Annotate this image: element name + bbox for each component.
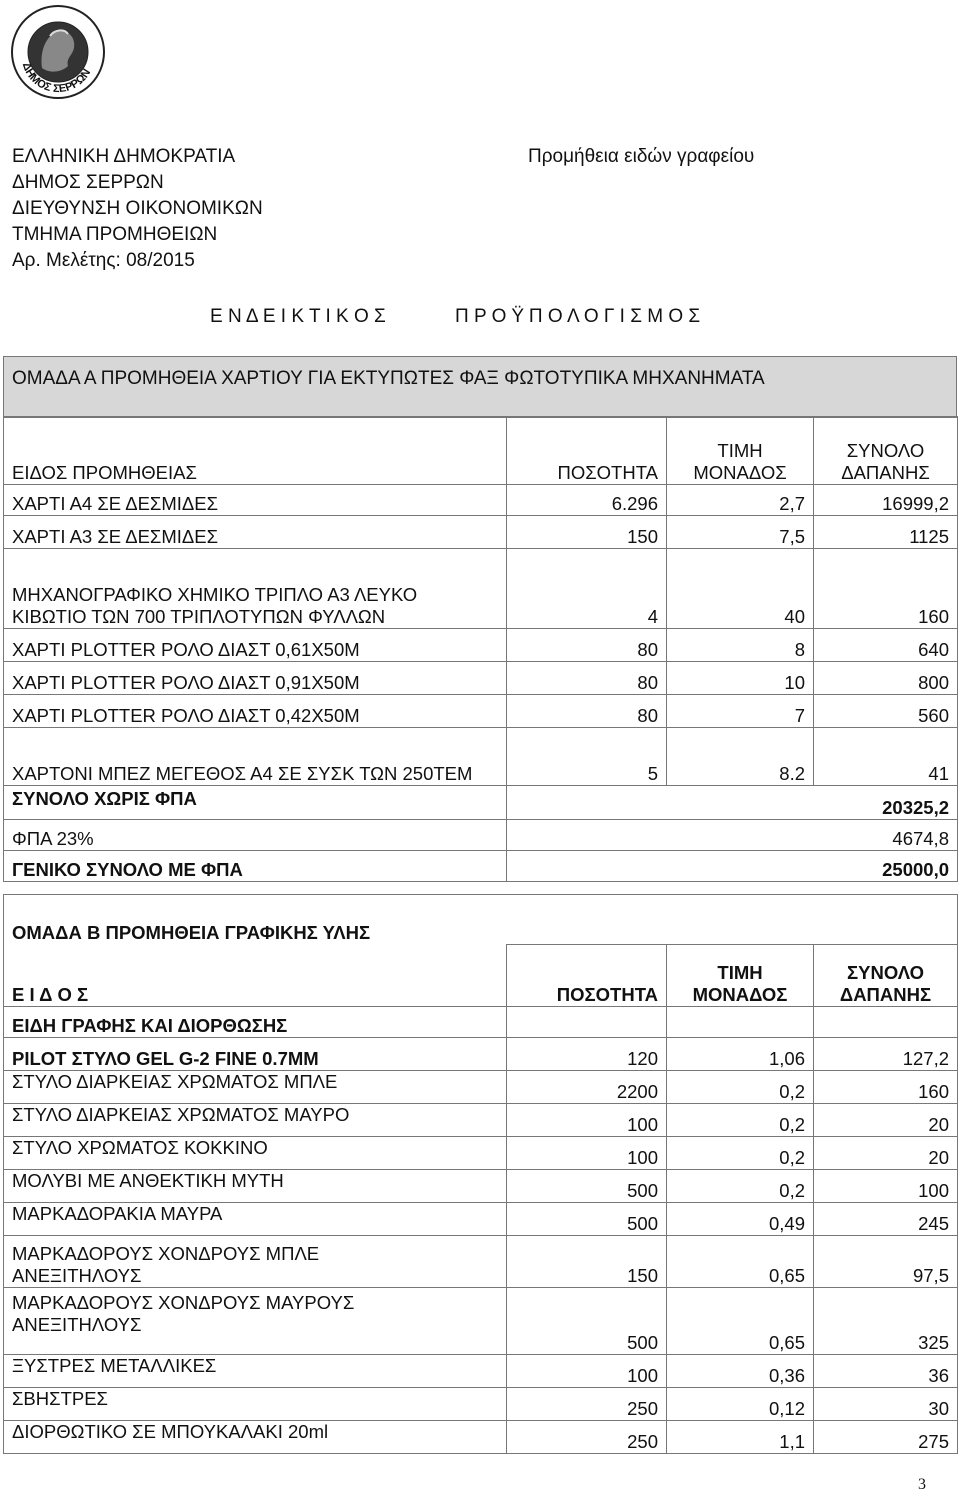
row-price: 0,36 (667, 1355, 814, 1388)
row-qty: 80 (507, 662, 667, 695)
table-row (4, 1236, 958, 1288)
row-item: ΧΑΡΤΙ Α3 ΣΕ ΔΕΣΜΙΔΕΣ (4, 516, 507, 549)
col-header-price: ΤΙΜΗ (717, 440, 763, 461)
row-price: 1,06 (667, 1038, 814, 1071)
col-header-total-2: ΔΑΠΑΝΗΣ (841, 462, 930, 483)
row-item: ΣΤΥΛΟ ΔΙΑΡΚΕΙΑΣ ΧΡΩΜΑΤΟΣ ΜΑΥΡΟ (4, 1104, 507, 1137)
row-total: 275 (814, 1421, 958, 1454)
col-header-total: ΣΥΝΟΛΟ (846, 440, 925, 461)
table-row (4, 1421, 958, 1454)
row-item: ΧΑΡΤΙ Α4 ΣΕ ΔΕΣΜΙΔΕΣ (4, 485, 507, 516)
row-total: 20 (814, 1137, 958, 1170)
row-qty: 80 (507, 695, 667, 728)
page-number: 3 (918, 1476, 926, 1493)
table-header-row (4, 417, 958, 485)
row-qty: 120 (507, 1038, 667, 1071)
row-item: ΔΙΟΡΘΩΤΙΚΟ ΣΕ ΜΠΟΥΚΑΛΑΚΙ 20ml (4, 1421, 507, 1454)
row-total: 245 (814, 1203, 958, 1236)
row-item: ΜΟΛΥΒΙ ΜΕ ΑΝΘΕΚΤΙΚΗ ΜΥΤΗ (4, 1170, 507, 1203)
row-total: 20 (814, 1104, 958, 1137)
title-right: Π Ρ Ο Ϋ Π Ο Λ Ο Γ Ι Σ Μ Ο Σ (455, 306, 701, 327)
col-header-price: ΤΙΜΗ (717, 962, 763, 983)
table-row (4, 1137, 958, 1170)
row-total: 100 (814, 1170, 958, 1203)
category-label: ΕΙΔΗ ΓΡΑΦΗΣ ΚΑΙ ΔΙΟΡΘΩΣΗΣ (4, 1007, 507, 1038)
row-item: ΧΑΡΤΟΝΙ ΜΠΕΖ ΜΕΓΕΘΟΣ Α4 ΣΕ ΣΥΣΚ ΤΩΝ 250ΤΕΜ (4, 728, 507, 786)
grand-total-row (4, 851, 958, 882)
vat-row (4, 820, 958, 851)
issuer-line: ΔΙΕΥΘΥΝΣΗ ΟΙΚΟΝΟΜΙΚΩΝ (12, 198, 263, 219)
row-qty: 150 (507, 516, 667, 549)
issuer-line: ΤΜΗΜΑ ΠΡΟΜΗΘΕΙΩΝ (12, 224, 218, 245)
row-qty: 80 (507, 629, 667, 662)
row-total: 640 (814, 629, 958, 662)
table-row (4, 1170, 958, 1203)
table-row (4, 1071, 958, 1104)
row-qty: 100 (507, 1355, 667, 1388)
row-total: 325 (814, 1288, 958, 1355)
row-price: 10 (667, 662, 814, 695)
row-qty: 6.296 (507, 485, 667, 516)
row-item: ΜΑΡΚΑΔΟΡΑΚΙΑ ΜΑΥΡΑ (4, 1203, 507, 1236)
subtotal-value: 20325,2 (507, 786, 958, 820)
col-header-total: ΣΥΝΟΛΟ (847, 962, 924, 983)
group-a-title: ΟΜΑΔΑ Α ΠΡΟΜΗΘΕΙΑ ΧΑΡΤΙΟΥ ΓΙΑ ΕΚΤΥΠΩΤΕΣ ΦΑΞ ΦΩΤΟΤΥΠΙΚΑ ΜΗΧΑΝΗΜΑΤΑ (12, 368, 765, 389)
row-qty: 5 (507, 728, 667, 786)
row-qty: 100 (507, 1137, 667, 1170)
subtotal-row (4, 786, 958, 820)
row-price: 0,49 (667, 1203, 814, 1236)
row-qty: 100 (507, 1104, 667, 1137)
row-total: 160 (814, 549, 958, 629)
municipality-seal (6, 2, 110, 102)
title-left: Ε Ν Δ Ε Ι Κ Τ Ι Κ Ο Σ (210, 306, 386, 327)
vat-label: ΦΠΑ 23% (4, 820, 507, 851)
row-item: ΧΑΡΤΙ PLOTTER ΡΟΛΟ ΔΙΑΣΤ 0,42Χ50Μ (4, 695, 507, 728)
row-qty: 2200 (507, 1071, 667, 1104)
col-header-price-2: ΜΟΝΑΔΟΣ (693, 462, 787, 483)
col-header-item: ΕΙΔΟΣ ΠΡΟΜΗΘΕΙΑΣ (4, 417, 507, 485)
col-header-price-2: ΜΟΝΑΔΟΣ (692, 984, 788, 1005)
row-item: ΞΥΣΤΡΕΣ ΜΕΤΑΛΛΙΚΕΣ (4, 1355, 507, 1388)
table-row (4, 1203, 958, 1236)
issuer-line: ΔΗΜΟΣ ΣΕΡΡΩΝ (12, 172, 164, 193)
grand-total-label: ΓΕΝΙΚΟ ΣΥΝΟΛΟ ΜΕ ΦΠΑ (4, 851, 507, 882)
row-price: 1,1 (667, 1421, 814, 1454)
row-total: 41 (814, 728, 958, 786)
row-total: 1125 (814, 516, 958, 549)
table-header-row (4, 945, 958, 1007)
table-row (4, 629, 958, 662)
grand-total-value: 25000,0 (507, 851, 958, 882)
row-price: 0,2 (667, 1104, 814, 1137)
issuer-line: Αρ. Μελέτης: 08/2015 (12, 250, 195, 271)
subtotal-label: ΣΥΝΟΛΟ ΧΩΡΙΣ ΦΠΑ (4, 786, 507, 820)
group-b-title: ΟΜΑΔΑ Β ΠΡΟΜΗΘΕΙΑ ΓΡΑΦΙΚΗΣ ΥΛΗΣ (4, 895, 958, 945)
row-price: 8 (667, 629, 814, 662)
row-total: 127,2 (814, 1038, 958, 1071)
row-item: ΜΗΧΑΝΟΓΡΑΦΙΚΟ ΧΗΜΙΚΟ ΤΡΙΠΛΟ Α3 ΛΕΥΚΟ ΚΙΒΩΤΙΟ ΤΩΝ 700 ΤΡΙΠΛΟΤΥΠΩΝ ΦΥΛΛΩΝ (4, 549, 507, 629)
row-price: 7,5 (667, 516, 814, 549)
row-qty: 150 (507, 1236, 667, 1288)
row-item: ΣΤΥΛΟ ΧΡΩΜΑΤΟΣ ΚΟΚΚΙΝΟ (4, 1137, 507, 1170)
row-item: PILOT ΣΤΥΛΟ GEL G-2 FINE 0.7MM (4, 1038, 507, 1071)
table-row (4, 1388, 958, 1421)
row-price: 7 (667, 695, 814, 728)
issuer-block (12, 144, 263, 274)
row-price: 0,65 (667, 1288, 814, 1355)
group-b-banner-row (4, 895, 958, 945)
row-price: 0,12 (667, 1388, 814, 1421)
row-total: 560 (814, 695, 958, 728)
vat-value: 4674,8 (507, 820, 958, 851)
row-qty: 250 (507, 1421, 667, 1454)
row-item: ΧΑΡΤΙ PLOTTER ΡΟΛΟ ΔΙΑΣΤ 0,91Χ50Μ (4, 662, 507, 695)
col-header-qty: ΠΟΣΟΤΗΤΑ (507, 417, 667, 485)
row-total: 97,5 (814, 1236, 958, 1288)
group-a-table (3, 416, 958, 882)
row-qty: 500 (507, 1203, 667, 1236)
category-row (4, 1007, 958, 1038)
table-row (4, 549, 958, 629)
table-row (4, 516, 958, 549)
row-qty: 500 (507, 1288, 667, 1355)
table-row (4, 728, 958, 786)
row-total: 800 (814, 662, 958, 695)
row-item: ΧΑΡΤΙ PLOTTER ΡΟΛΟ ΔΙΑΣΤ 0,61Χ50Μ (4, 629, 507, 662)
table-row (4, 1104, 958, 1137)
row-qty: 4 (507, 549, 667, 629)
table-row (4, 662, 958, 695)
row-item: ΣΤΥΛΟ ΔΙΑΡΚΕΙΑΣ ΧΡΩΜΑΤΟΣ ΜΠΛΕ (4, 1071, 507, 1104)
row-total: 30 (814, 1388, 958, 1421)
table-row (4, 485, 958, 516)
table-row (4, 695, 958, 728)
row-price: 40 (667, 549, 814, 629)
col-header-qty: ΠΟΣΟΤΗΤΑ (507, 945, 667, 1007)
group-a-banner (3, 356, 957, 418)
row-total: 16999,2 (814, 485, 958, 516)
row-price: 2,7 (667, 485, 814, 516)
row-total: 160 (814, 1071, 958, 1104)
row-price: 0,2 (667, 1071, 814, 1104)
row-price: 0,2 (667, 1137, 814, 1170)
table-row (4, 1038, 958, 1071)
row-qty: 250 (507, 1388, 667, 1421)
row-qty: 500 (507, 1170, 667, 1203)
seal-text: ΔΗΜΟΣ ΣΕΡΡΩΝ (19, 61, 94, 96)
row-price: 0,65 (667, 1236, 814, 1288)
col-header-total-2: ΔΑΠΑΝΗΣ (839, 984, 932, 1005)
table-row (4, 1288, 958, 1355)
table-row (4, 1355, 958, 1388)
row-price: 8.2 (667, 728, 814, 786)
group-b-table (3, 894, 958, 1454)
issuer-line: ΕΛΛΗΝΙΚΗ ΔΗΜΟΚΡΑΤΙΑ (12, 146, 236, 167)
row-item: ΜΑΡΚΑΔΟΡΟΥΣ ΧΟΝΔΡΟΥΣ ΜΠΛΕ ΑΝΕΞΙΤΗΛΟΥΣ (4, 1236, 507, 1288)
row-item: ΜΑΡΚΑΔΟΡΟΥΣ ΧΟΝΔΡΟΥΣ ΜΑΥΡΟΥΣ ΑΝΕΞΙΤΗΛΟΥΣ (4, 1288, 507, 1355)
col-header-item: Ε Ι Δ Ο Σ (4, 945, 507, 1007)
row-total: 36 (814, 1355, 958, 1388)
row-price: 0,2 (667, 1170, 814, 1203)
subject: Προμήθεια ειδών γραφείου (528, 146, 755, 167)
row-item: ΣΒΗΣΤΡΕΣ (4, 1388, 507, 1421)
